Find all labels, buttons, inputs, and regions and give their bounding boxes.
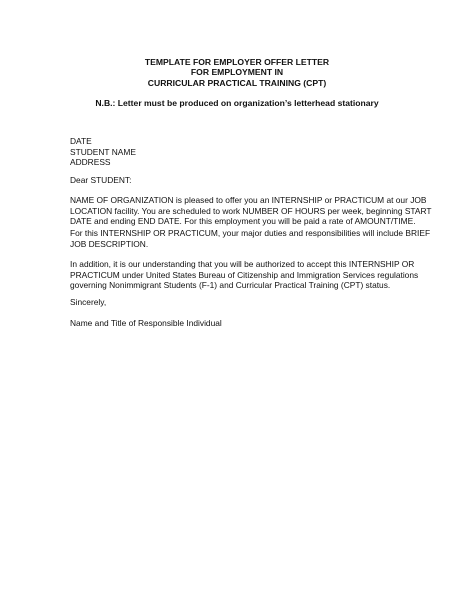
offer-paragraph-line-1: NAME OF ORGANIZATION is pleased to offer you an INTERNSHIP or PRACTICUM at our JOB bbox=[70, 195, 427, 205]
offer-paragraph-line-2: LOCATION facility. You are scheduled to work NUMBER OF HOURS per week, beginning START bbox=[70, 205, 432, 216]
authorization-paragraph bbox=[70, 259, 419, 291]
letterhead-notice: N.B.: Letter must be produced on organization’s letterhead stationary bbox=[95, 98, 379, 108]
title-line-1: TEMPLATE FOR EMPLOYER OFFER LETTER bbox=[144, 57, 330, 67]
student-name-placeholder: STUDENT NAME bbox=[70, 146, 136, 157]
title-line-2: FOR EMPLOYMENT IN bbox=[190, 67, 284, 78]
offer-paragraph bbox=[70, 195, 432, 227]
duties-paragraph-line-1: For this INTERNSHIP OR PRACTICUM, your major duties and responsibilities will include BRIEF bbox=[70, 228, 431, 238]
authorization-paragraph-line-1: In addition, it is our understanding that you will be authorized to accept this INTERNSHIP OR bbox=[70, 259, 415, 269]
salutation: Dear STUDENT: bbox=[70, 175, 132, 185]
document-title bbox=[0, 57, 474, 88]
offer-paragraph-line-3: DATE and ending END DATE. For this employment you will be paid a rate of AMOUNT/TIME. bbox=[70, 216, 416, 227]
duties-paragraph-line-2: JOB DESCRIPTION. bbox=[70, 238, 149, 249]
address-placeholder: ADDRESS bbox=[70, 157, 111, 168]
closing: Sincerely, bbox=[70, 297, 107, 307]
authorization-paragraph-line-3: governing Nonimmigrant Students (F-1) and Curricular Practical Training (CPT) status. bbox=[70, 280, 391, 291]
date-placeholder: DATE bbox=[70, 136, 92, 146]
address-block bbox=[70, 136, 415, 168]
signature-line: Name and Title of Responsible Individual bbox=[70, 318, 222, 328]
duties-paragraph bbox=[70, 228, 431, 249]
authorization-paragraph-line-2: PRACTICUM under United States Bureau of Citizenship and Immigration Services regulations bbox=[70, 269, 419, 280]
title-line-3: CURRICULAR PRACTICAL TRAINING (CPT) bbox=[147, 77, 327, 88]
